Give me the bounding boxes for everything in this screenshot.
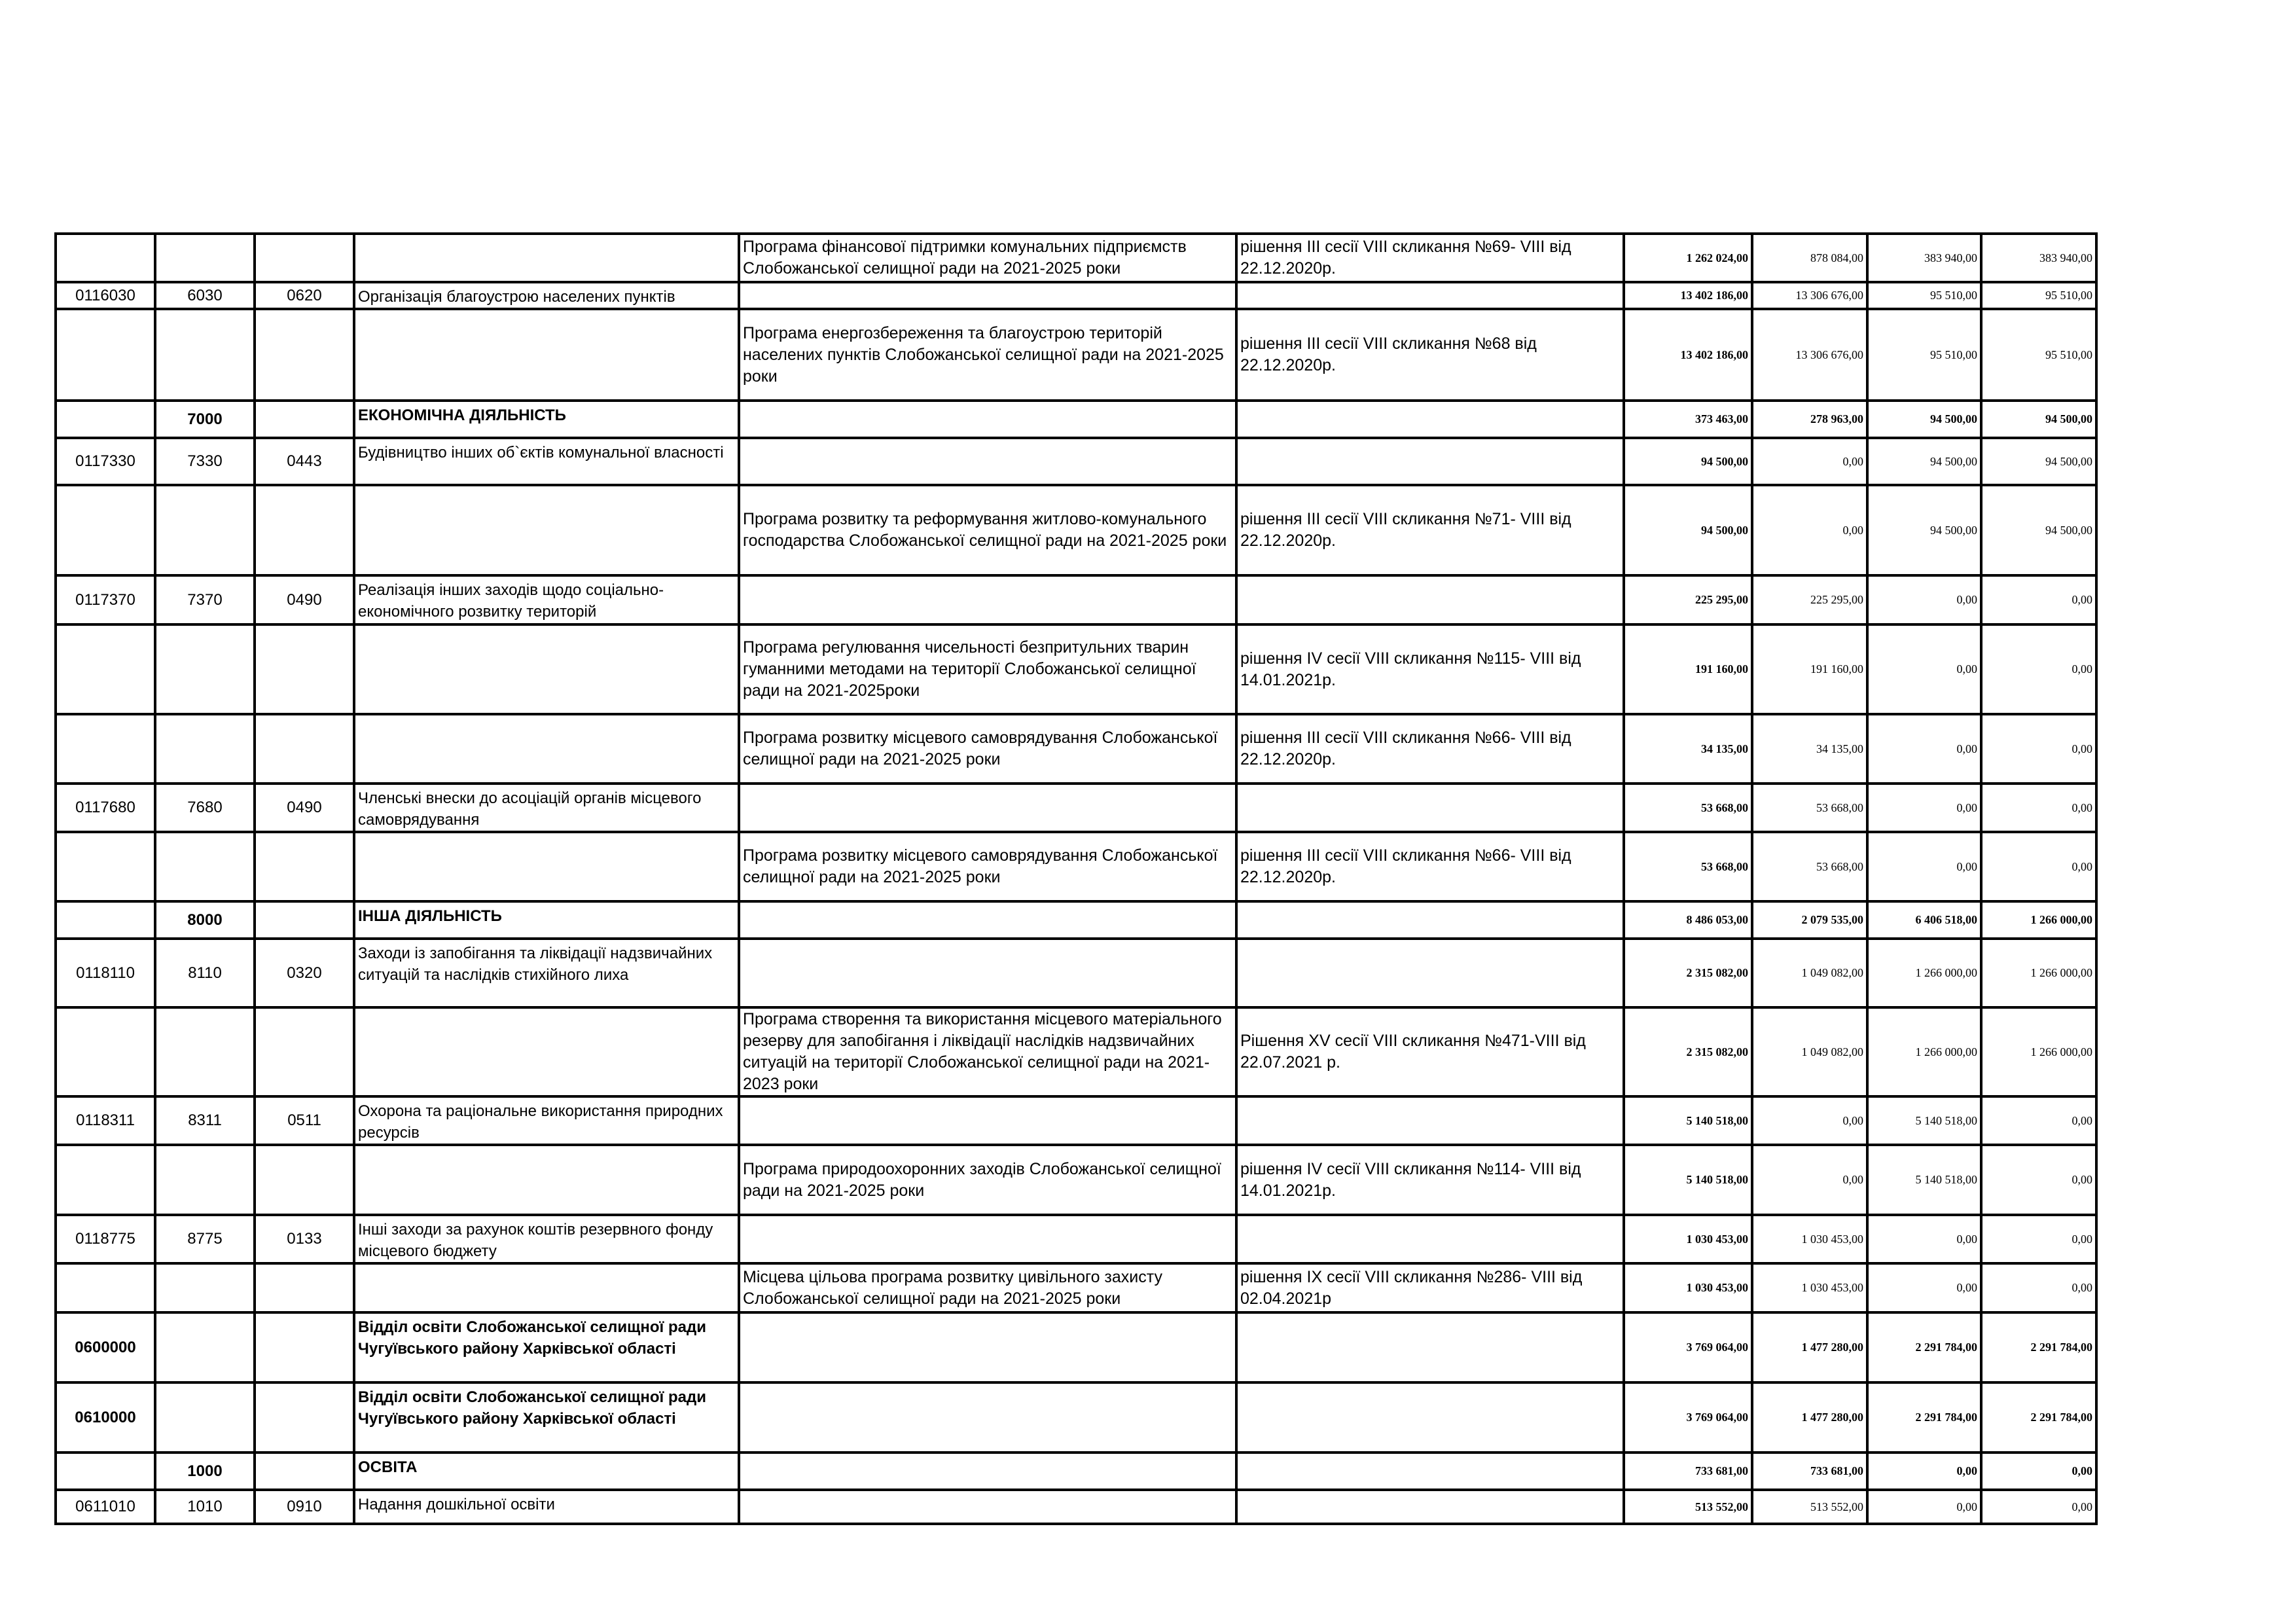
cell-development-budget: 383 940,00 (1981, 234, 2096, 282)
cell-approval-decision (1236, 1312, 1624, 1382)
cell-special-fund: 0,00 (1867, 1490, 1981, 1524)
cell-total: 13 402 186,00 (1624, 282, 1752, 309)
cell-general-fund: 1 030 453,00 (1752, 1263, 1867, 1312)
cell-program-code: 0118311 (56, 1096, 155, 1145)
cell-functional-code (155, 1145, 255, 1215)
cell-kfkvk-code: 0511 (255, 1096, 354, 1145)
cell-functional-code (155, 1007, 255, 1096)
cell-kfkvk-code: 0320 (255, 939, 354, 1007)
cell-development-budget: 0,00 (1981, 1096, 2096, 1145)
cell-program-name (354, 485, 739, 575)
cell-approval-decision (1236, 575, 1624, 624)
table-row (56, 1145, 2096, 1215)
cell-general-fund: 733 681,00 (1752, 1453, 1867, 1490)
cell-general-fund: 1 477 280,00 (1752, 1382, 1867, 1453)
cell-program-name: ОСВІТА (354, 1453, 739, 1490)
cell-general-fund: 0,00 (1752, 1096, 1867, 1145)
cell-program-code (56, 624, 155, 714)
cell-local-program (739, 1453, 1236, 1490)
table-row (56, 485, 2096, 575)
cell-program-name (354, 234, 739, 282)
cell-general-fund: 34 135,00 (1752, 714, 1867, 784)
table-row (56, 939, 2096, 1007)
cell-development-budget: 0,00 (1981, 832, 2096, 901)
cell-local-program: Програма розвитку місцевого самоврядування Слобожанської селищної ради на 2021-2025 роки (739, 714, 1236, 784)
cell-local-program: Програма енергозбереження та благоустрою територій населених пунктів Слобожанської селищної ради на 2021-2025 роки (739, 309, 1236, 401)
cell-program-name: Реалізація інших заходів щодо соціально-економічного розвитку територій (354, 575, 739, 624)
cell-development-budget: 94 500,00 (1981, 438, 2096, 485)
cell-general-fund: 878 084,00 (1752, 234, 1867, 282)
cell-development-budget: 2 291 784,00 (1981, 1312, 2096, 1382)
cell-program-code: 0117370 (56, 575, 155, 624)
cell-kfkvk-code (255, 624, 354, 714)
table-row (56, 1215, 2096, 1263)
cell-functional-code (155, 832, 255, 901)
table-row (56, 1007, 2096, 1096)
cell-program-code: 0611010 (56, 1490, 155, 1524)
cell-program-code (56, 485, 155, 575)
table-row (56, 1263, 2096, 1312)
cell-total: 94 500,00 (1624, 485, 1752, 575)
cell-approval-decision (1236, 784, 1624, 832)
table-row (56, 1382, 2096, 1453)
cell-general-fund: 13 306 676,00 (1752, 282, 1867, 309)
cell-total: 94 500,00 (1624, 438, 1752, 485)
cell-functional-code: 8311 (155, 1096, 255, 1145)
cell-program-name (354, 1263, 739, 1312)
cell-program-code: 0117330 (56, 438, 155, 485)
table-row (56, 438, 2096, 485)
cell-approval-decision (1236, 901, 1624, 939)
cell-local-program: Програма створення та використання місцевого матеріального резерву для запобігання і ліквідації наслідків надзвичайних ситуацій на території Слобожанської селищної ради на 2021-2023 роки (739, 1007, 1236, 1096)
cell-general-fund: 1 030 453,00 (1752, 1215, 1867, 1263)
cell-functional-code (155, 234, 255, 282)
cell-special-fund: 0,00 (1867, 1215, 1981, 1263)
cell-total: 53 668,00 (1624, 784, 1752, 832)
cell-special-fund: 0,00 (1867, 832, 1981, 901)
cell-kfkvk-code (255, 1145, 354, 1215)
table-row (56, 234, 2096, 282)
cell-special-fund: 383 940,00 (1867, 234, 1981, 282)
cell-general-fund: 2 079 535,00 (1752, 901, 1867, 939)
cell-general-fund: 278 963,00 (1752, 401, 1867, 438)
cell-total: 373 463,00 (1624, 401, 1752, 438)
cell-general-fund: 53 668,00 (1752, 832, 1867, 901)
cell-local-program: Програма природоохоронних заходів Слобожанської селищної ради на 2021-2025 роки (739, 1145, 1236, 1215)
cell-approval-decision: рішення IV сесії VIІІ скликання №115- VIІІ від 14.01.2021р. (1236, 624, 1624, 714)
cell-functional-code (155, 714, 255, 784)
cell-kfkvk-code (255, 832, 354, 901)
cell-total: 191 160,00 (1624, 624, 1752, 714)
table-row (56, 1490, 2096, 1524)
cell-program-name: Інші заходи за рахунок коштів резервного фонду місцевого бюджету (354, 1215, 739, 1263)
cell-approval-decision (1236, 1382, 1624, 1453)
cell-kfkvk-code (255, 1382, 354, 1453)
cell-program-name (354, 714, 739, 784)
cell-approval-decision (1236, 438, 1624, 485)
cell-program-name (354, 309, 739, 401)
table-row (56, 901, 2096, 939)
table-row (56, 575, 2096, 624)
cell-total: 1 030 453,00 (1624, 1263, 1752, 1312)
cell-special-fund: 95 510,00 (1867, 282, 1981, 309)
cell-kfkvk-code (255, 234, 354, 282)
cell-special-fund: 1 266 000,00 (1867, 1007, 1981, 1096)
cell-development-budget: 94 500,00 (1981, 485, 2096, 575)
table-row (56, 1453, 2096, 1490)
cell-functional-code: 7370 (155, 575, 255, 624)
cell-approval-decision (1236, 1215, 1624, 1263)
cell-general-fund: 191 160,00 (1752, 624, 1867, 714)
cell-functional-code: 7680 (155, 784, 255, 832)
cell-development-budget: 0,00 (1981, 1263, 2096, 1312)
cell-program-name: Заходи із запобігання та ліквідації надзвичайних ситуацій та наслідків стихійного лиха (354, 939, 739, 1007)
cell-program-name: Організація благоустрою населених пунктів (354, 282, 739, 309)
cell-kfkvk-code (255, 1453, 354, 1490)
cell-kfkvk-code (255, 1007, 354, 1096)
cell-functional-code: 8110 (155, 939, 255, 1007)
cell-kfkvk-code: 0490 (255, 575, 354, 624)
cell-program-name (354, 1145, 739, 1215)
cell-kfkvk-code (255, 1312, 354, 1382)
cell-program-name (354, 624, 739, 714)
cell-general-fund: 513 552,00 (1752, 1490, 1867, 1524)
cell-development-budget: 0,00 (1981, 624, 2096, 714)
cell-special-fund: 94 500,00 (1867, 401, 1981, 438)
table-row (56, 1096, 2096, 1145)
table-row (56, 1312, 2096, 1382)
cell-program-name: Будівництво інших об`єктів комунальної власності (354, 438, 739, 485)
cell-program-code (56, 832, 155, 901)
cell-local-program (739, 784, 1236, 832)
cell-general-fund: 0,00 (1752, 438, 1867, 485)
cell-program-code (56, 714, 155, 784)
cell-program-code (56, 901, 155, 939)
table-row (56, 401, 2096, 438)
cell-local-program (739, 1215, 1236, 1263)
cell-approval-decision (1236, 1490, 1624, 1524)
cell-program-code: 0118775 (56, 1215, 155, 1263)
cell-functional-code (155, 1263, 255, 1312)
cell-general-fund: 53 668,00 (1752, 784, 1867, 832)
cell-approval-decision (1236, 401, 1624, 438)
cell-program-name: Відділ освіти Слобожанської селищної ради Чугуївського району Харківської області (354, 1382, 739, 1453)
cell-development-budget: 0,00 (1981, 1215, 2096, 1263)
cell-functional-code (155, 624, 255, 714)
cell-kfkvk-code (255, 714, 354, 784)
cell-functional-code (155, 309, 255, 401)
cell-local-program: Програма розвитку та реформування житлово-комунального господарства Слобожанської селищної ради на 2021-2025 роки (739, 485, 1236, 575)
cell-kfkvk-code (255, 901, 354, 939)
cell-program-code (56, 234, 155, 282)
cell-general-fund: 0,00 (1752, 485, 1867, 575)
cell-special-fund: 1 266 000,00 (1867, 939, 1981, 1007)
cell-total: 1 262 024,00 (1624, 234, 1752, 282)
cell-total: 2 315 082,00 (1624, 939, 1752, 1007)
cell-local-program: Місцева цільова програма розвитку цивільного захисту Слобожанської селищної ради на 2021-2025 роки (739, 1263, 1236, 1312)
cell-local-program (739, 401, 1236, 438)
cell-functional-code: 6030 (155, 282, 255, 309)
cell-general-fund: 0,00 (1752, 1145, 1867, 1215)
cell-total: 513 552,00 (1624, 1490, 1752, 1524)
cell-special-fund: 94 500,00 (1867, 485, 1981, 575)
cell-kfkvk-code (255, 309, 354, 401)
table-row (56, 832, 2096, 901)
cell-approval-decision (1236, 282, 1624, 309)
cell-program-name: Відділ освіти Слобожанської селищної ради Чугуївського району Харківської області (354, 1312, 739, 1382)
cell-program-code (56, 1145, 155, 1215)
cell-local-program (739, 1096, 1236, 1145)
cell-kfkvk-code: 0490 (255, 784, 354, 832)
cell-kfkvk-code (255, 1263, 354, 1312)
cell-local-program (739, 575, 1236, 624)
cell-program-name: Надання дошкільної освіти (354, 1490, 739, 1524)
cell-total: 733 681,00 (1624, 1453, 1752, 1490)
cell-development-budget: 0,00 (1981, 575, 2096, 624)
cell-program-name: Членські внески до асоціацій органів місцевого самоврядування (354, 784, 739, 832)
cell-special-fund: 0,00 (1867, 784, 1981, 832)
cell-program-code (56, 309, 155, 401)
cell-program-name: Охорона та раціональне використання природних ресурсів (354, 1096, 739, 1145)
cell-general-fund: 1 049 082,00 (1752, 1007, 1867, 1096)
cell-special-fund: 0,00 (1867, 1263, 1981, 1312)
cell-special-fund: 5 140 518,00 (1867, 1096, 1981, 1145)
table-row (56, 784, 2096, 832)
table-row (56, 282, 2096, 309)
cell-local-program (739, 1382, 1236, 1453)
table-row (56, 624, 2096, 714)
cell-functional-code (155, 1312, 255, 1382)
cell-development-budget: 0,00 (1981, 1453, 2096, 1490)
cell-functional-code: 8775 (155, 1215, 255, 1263)
cell-functional-code: 7000 (155, 401, 255, 438)
cell-kfkvk-code: 0910 (255, 1490, 354, 1524)
cell-program-name (354, 832, 739, 901)
cell-local-program (739, 1312, 1236, 1382)
cell-kfkvk-code (255, 401, 354, 438)
cell-approval-decision: рішення ІІІ сесії VIІІ скликання №69- VIІІ від 22.12.2020р. (1236, 234, 1624, 282)
cell-program-name: ЕКОНОМІЧНА ДІЯЛЬНІСТЬ (354, 401, 739, 438)
cell-development-budget: 1 266 000,00 (1981, 939, 2096, 1007)
cell-program-code (56, 1453, 155, 1490)
cell-special-fund: 2 291 784,00 (1867, 1382, 1981, 1453)
cell-functional-code (155, 485, 255, 575)
cell-special-fund: 95 510,00 (1867, 309, 1981, 401)
cell-kfkvk-code: 0443 (255, 438, 354, 485)
cell-local-program (739, 901, 1236, 939)
cell-approval-decision: рішення ІІІ сесії VIІІ скликання №66- VIІІ від 22.12.2020р. (1236, 714, 1624, 784)
cell-total: 2 315 082,00 (1624, 1007, 1752, 1096)
cell-total: 8 486 053,00 (1624, 901, 1752, 939)
cell-total: 225 295,00 (1624, 575, 1752, 624)
cell-development-budget: 0,00 (1981, 714, 2096, 784)
cell-functional-code: 1010 (155, 1490, 255, 1524)
cell-development-budget: 1 266 000,00 (1981, 1007, 2096, 1096)
cell-total: 34 135,00 (1624, 714, 1752, 784)
cell-approval-decision: рішення IV сесії VIІІ скликання №114- VIІІ від 14.01.2021р. (1236, 1145, 1624, 1215)
cell-kfkvk-code: 0620 (255, 282, 354, 309)
cell-approval-decision (1236, 939, 1624, 1007)
cell-functional-code: 7330 (155, 438, 255, 485)
cell-program-code (56, 1263, 155, 1312)
cell-local-program (739, 939, 1236, 1007)
cell-approval-decision: рішення IX сесії VIІІ скликання №286- VIІІ від 02.04.2021р (1236, 1263, 1624, 1312)
cell-program-name: ІНША ДІЯЛЬНІСТЬ (354, 901, 739, 939)
cell-general-fund: 1 477 280,00 (1752, 1312, 1867, 1382)
cell-program-code: 0117680 (56, 784, 155, 832)
cell-program-code: 0600000 (56, 1312, 155, 1382)
cell-approval-decision (1236, 1453, 1624, 1490)
cell-local-program (739, 282, 1236, 309)
cell-development-budget: 2 291 784,00 (1981, 1382, 2096, 1453)
cell-special-fund: 94 500,00 (1867, 438, 1981, 485)
cell-special-fund: 5 140 518,00 (1867, 1145, 1981, 1215)
cell-special-fund: 0,00 (1867, 575, 1981, 624)
cell-program-code: 0118110 (56, 939, 155, 1007)
cell-functional-code: 8000 (155, 901, 255, 939)
budget-programs-table (54, 232, 2098, 1525)
cell-functional-code: 1000 (155, 1453, 255, 1490)
cell-local-program: Програма розвитку місцевого самоврядування Слобожанської селищної ради на 2021-2025 роки (739, 832, 1236, 901)
cell-kfkvk-code (255, 485, 354, 575)
cell-total: 13 402 186,00 (1624, 309, 1752, 401)
cell-program-code (56, 1007, 155, 1096)
cell-local-program: Програма регулювання чисельності безпритульних тварин гуманними методами на території Слобожанської селищної ради на 2021-2025роки (739, 624, 1236, 714)
cell-special-fund: 6 406 518,00 (1867, 901, 1981, 939)
cell-development-budget: 94 500,00 (1981, 401, 2096, 438)
cell-special-fund: 2 291 784,00 (1867, 1312, 1981, 1382)
cell-kfkvk-code: 0133 (255, 1215, 354, 1263)
table-row (56, 309, 2096, 401)
cell-program-code: 0116030 (56, 282, 155, 309)
cell-total: 5 140 518,00 (1624, 1145, 1752, 1215)
cell-program-name (354, 1007, 739, 1096)
cell-approval-decision: рішення ІІІ сесії VIІІ скликання №71- VIІІ від 22.12.2020р. (1236, 485, 1624, 575)
cell-local-program (739, 438, 1236, 485)
cell-program-code: 0610000 (56, 1382, 155, 1453)
cell-special-fund: 0,00 (1867, 624, 1981, 714)
cell-general-fund: 225 295,00 (1752, 575, 1867, 624)
cell-development-budget: 0,00 (1981, 784, 2096, 832)
cell-functional-code (155, 1382, 255, 1453)
cell-approval-decision (1236, 1096, 1624, 1145)
cell-special-fund: 0,00 (1867, 714, 1981, 784)
cell-development-budget: 0,00 (1981, 1490, 2096, 1524)
cell-total: 3 769 064,00 (1624, 1382, 1752, 1453)
cell-total: 3 769 064,00 (1624, 1312, 1752, 1382)
cell-approval-decision: рішення ІІІ сесії VIІІ скликання №66- VIІІ від 22.12.2020р. (1236, 832, 1624, 901)
cell-total: 53 668,00 (1624, 832, 1752, 901)
cell-approval-decision: Рішення XV сесії VIII скликання №471-VIII від 22.07.2021 р. (1236, 1007, 1624, 1096)
cell-development-budget: 95 510,00 (1981, 282, 2096, 309)
cell-approval-decision: рішення ІІІ сесії VIІІ скликання №68 від 22.12.2020р. (1236, 309, 1624, 401)
cell-general-fund: 13 306 676,00 (1752, 309, 1867, 401)
cell-special-fund: 0,00 (1867, 1453, 1981, 1490)
cell-total: 1 030 453,00 (1624, 1215, 1752, 1263)
table-row (56, 714, 2096, 784)
cell-program-code (56, 401, 155, 438)
cell-development-budget: 95 510,00 (1981, 309, 2096, 401)
cell-development-budget: 0,00 (1981, 1145, 2096, 1215)
cell-local-program (739, 1490, 1236, 1524)
cell-development-budget: 1 266 000,00 (1981, 901, 2096, 939)
cell-local-program: Програма фінансової підтримки комунальних підприємств Слобожанської селищної ради на 2021-2025 роки (739, 234, 1236, 282)
cell-total: 5 140 518,00 (1624, 1096, 1752, 1145)
cell-general-fund: 1 049 082,00 (1752, 939, 1867, 1007)
